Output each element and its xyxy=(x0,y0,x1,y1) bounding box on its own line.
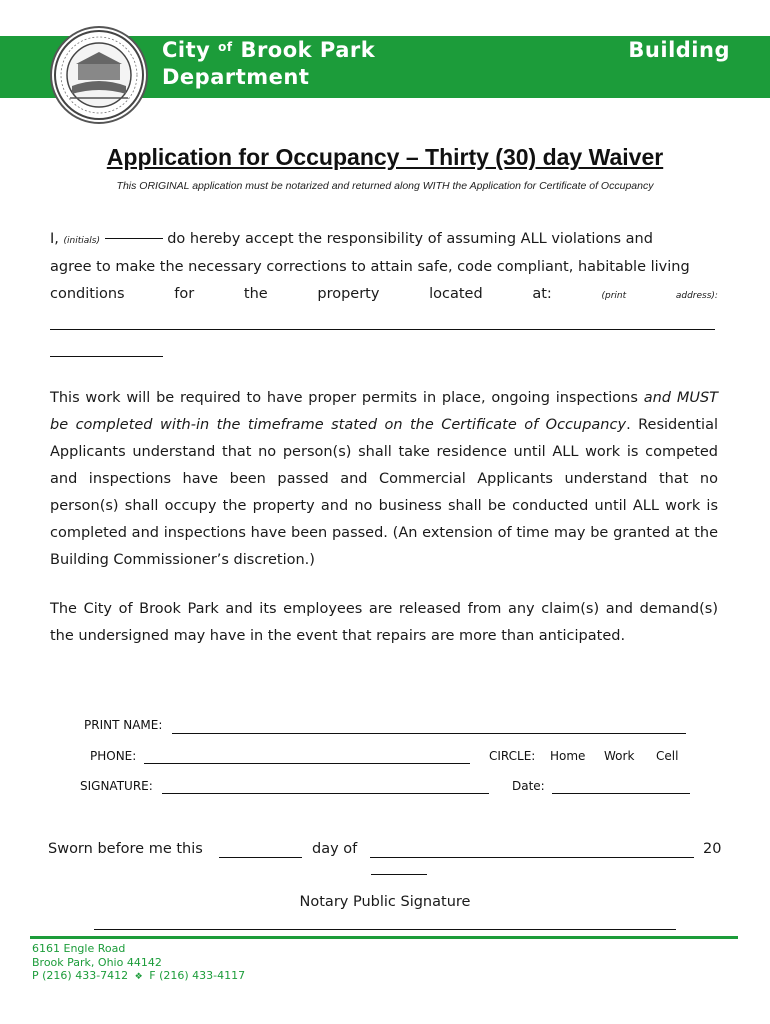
phone-label: PHONE: xyxy=(90,749,137,763)
para3: The City of Brook Park and its employees are released from any claim(s) and demand(s) the undersigned may have in the event that repairs are more than anticipated. xyxy=(50,601,718,644)
para1-word: for xyxy=(174,286,195,302)
date-field[interactable] xyxy=(552,793,690,794)
para1-print: (print xyxy=(601,291,627,301)
header-of: of xyxy=(218,40,233,54)
circle-option-cell[interactable]: Cell xyxy=(656,749,679,763)
year-label: 20 xyxy=(703,841,722,857)
para2-italic1: and xyxy=(643,390,672,406)
address-field-line2[interactable] xyxy=(50,356,163,357)
para1-word: the xyxy=(243,286,268,302)
sworn-label: Sworn before me this xyxy=(48,841,203,857)
print-name-label: PRINT NAME: xyxy=(84,718,163,732)
footer-fax: F (216) 433-4117 xyxy=(149,969,246,982)
signature-label: SIGNATURE: xyxy=(80,779,153,793)
page-title: Application for Occupancy – Thirty (30) day Waiver xyxy=(106,144,664,170)
notary-signature-field[interactable] xyxy=(94,929,676,930)
para1-i: I, xyxy=(50,231,59,247)
sworn-month-field[interactable] xyxy=(370,857,694,858)
para2-lead: This work will be required to have proper permits in place, ongoing inspections xyxy=(50,390,638,406)
header-building: Building xyxy=(628,38,730,62)
header-brook-park: Brook Park xyxy=(240,38,376,62)
footer-address-line1: 6161 Engle Road xyxy=(32,942,126,955)
para1-line3 xyxy=(50,281,718,310)
para1-word: located xyxy=(429,286,483,302)
footer-rule xyxy=(30,936,738,939)
notary-signature-label: Notary Public Signature xyxy=(299,894,471,910)
date-label: Date: xyxy=(512,779,545,793)
footer-phone: P (216) 433-7412 xyxy=(32,969,129,982)
page-subtitle: This ORIGINAL application must be notarized and returned along WITH the Application for Certificate of Occupancy xyxy=(116,180,654,192)
diamond-bullet-icon: ❖ xyxy=(134,972,143,982)
print-name-field[interactable] xyxy=(172,733,686,734)
circle-label: CIRCLE: xyxy=(489,749,536,763)
para2-period: . xyxy=(626,417,631,433)
phone-field[interactable] xyxy=(144,763,470,764)
signature-field[interactable] xyxy=(162,793,489,794)
para2-rest: Residential Applicants understand that no person(s) shall take residence until ALL work is competed and inspections have been passed and Commercial Applicants understand that no person(s) shall occupy the property and no business shall be conducted until ALL work is completed and inspections have been passed. (An extension of time may be granted at the Building Commissioner’s discretion.) xyxy=(50,417,718,568)
footer-phones xyxy=(32,969,245,985)
footer-contact xyxy=(32,942,245,985)
initials-field[interactable] xyxy=(105,238,163,239)
para2-italic2: MUST be completed with-in the timeframe stated on the Certificate of Occupancy xyxy=(50,390,719,433)
para1-word: property xyxy=(317,286,380,302)
city-seal-icon xyxy=(50,26,148,124)
circle-option-work[interactable]: Work xyxy=(604,749,635,763)
para1-initials-label: (initials) xyxy=(63,236,100,246)
para1-rest1: do hereby accept the responsibility of assuming ALL violations and xyxy=(167,231,653,247)
header-city-name xyxy=(162,37,375,64)
para1-line2: agree to make the necessary corrections to attain safe, code compliant, habitable living xyxy=(50,259,690,275)
address-field-line1[interactable] xyxy=(50,329,715,330)
sworn-day-field[interactable] xyxy=(219,857,302,858)
para1-line1 xyxy=(50,226,718,255)
sworn-year-field[interactable] xyxy=(371,874,427,875)
para1-word: conditions xyxy=(50,286,125,302)
para1-address: address): xyxy=(675,291,718,301)
header-city: City xyxy=(162,38,211,62)
para2 xyxy=(50,385,718,574)
footer-address-line2: Brook Park, Ohio 44142 xyxy=(32,955,162,969)
para1-word: at: xyxy=(532,286,552,302)
circle-option-home[interactable]: Home xyxy=(550,749,586,763)
header-department: Department xyxy=(162,65,310,89)
day-of-label: day of xyxy=(312,841,358,857)
